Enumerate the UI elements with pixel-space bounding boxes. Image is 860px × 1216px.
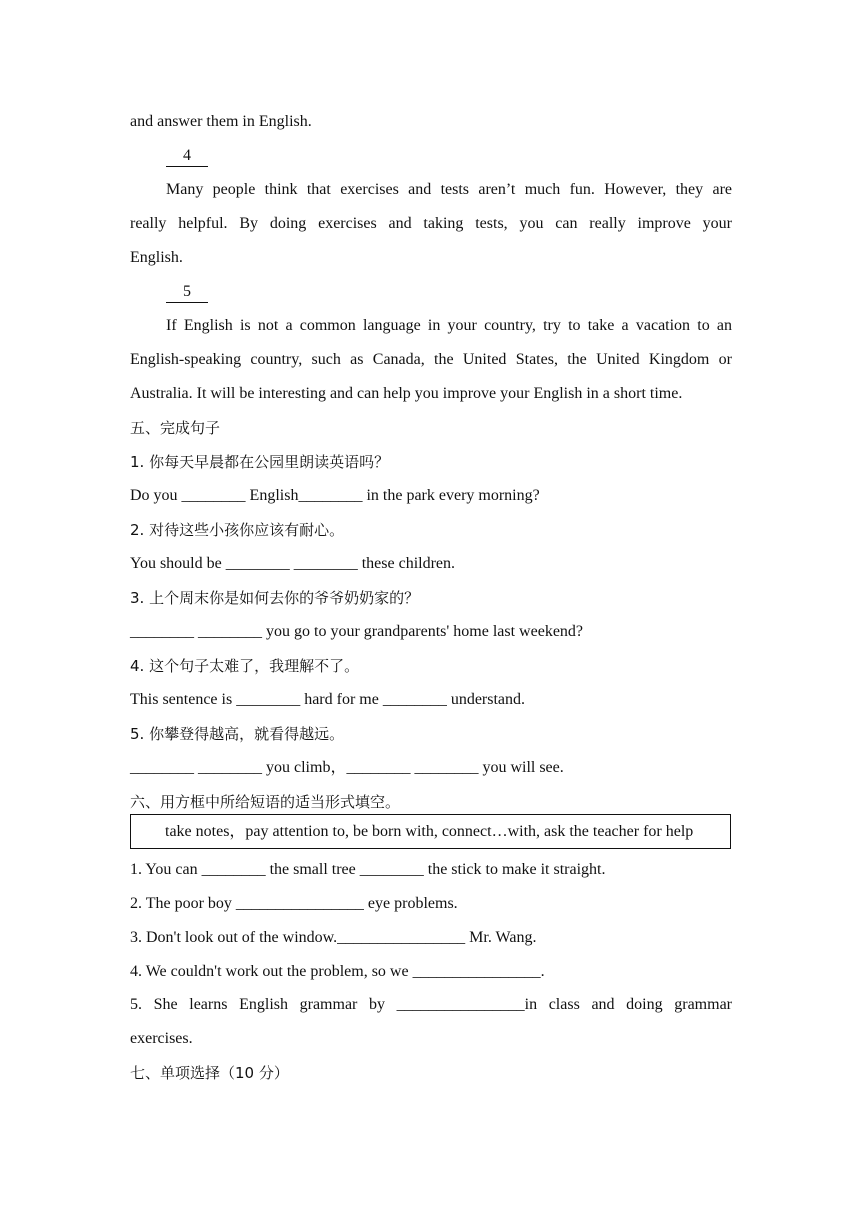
paragraph-line: and answer them in English. (130, 113, 312, 130)
phrase-box (130, 814, 731, 849)
question-chinese: 4. 这个句子太难了，我理解不了。 (130, 657, 360, 675)
section-heading: 五、完成句子 (130, 419, 221, 437)
paragraph-line: If English is not a common language in your country, try to take a vacation to an (166, 317, 732, 334)
blank-number-5: 5 (166, 282, 208, 303)
blank-number-4: 4 (166, 146, 208, 167)
question-english: ________ ________ you go to your grandparents' home last weekend? (130, 623, 584, 640)
fill-in-item: 5. She learns English grammar by ________________in class and doing grammar (130, 996, 732, 1013)
paragraph-line: English-speaking country, such as Canada, the United States, the United Kingdom or (130, 351, 732, 368)
paragraph-line: Many people think that exercises and tests aren’t much fun. However, they are (166, 181, 732, 198)
question-chinese: 3. 上个周末你是如何去你的爷爷奶奶家的？ (130, 589, 420, 607)
paragraph-line: Australia. It will be interesting and can help you improve your English in a short time. (130, 385, 683, 402)
question-chinese: 5. 你攀登得越高，就看得越远。 (130, 725, 345, 743)
paragraph-line: really helpful. By doing exercises and taking tests, you can really improve your (130, 215, 732, 232)
phrase-box-text: take notes，pay attention to, be born with, connect…with, ask the teacher for help (165, 823, 694, 840)
question-english: This sentence is ________ hard for me ________ understand. (130, 691, 526, 708)
fill-in-item: 4. We couldn't work out the problem, so we ________________. (130, 963, 545, 980)
paragraph-line: English. (130, 249, 183, 266)
section-heading: 六、用方框中所给短语的适当形式填空。 (130, 793, 401, 811)
question-chinese: 1. 你每天早晨都在公园里朗读英语吗？ (130, 453, 390, 471)
fill-in-item: 1. You can ________ the small tree ________ the stick to make it straight. (130, 861, 606, 878)
question-english: You should be ________ ________ these children. (130, 555, 456, 572)
fill-in-item: 2. The poor boy ________________ eye problems. (130, 895, 458, 912)
fill-in-item: 3. Don't look out of the window.________________ Mr. Wang. (130, 929, 537, 946)
question-english: Do you ________ English________ in the park every morning? (130, 487, 540, 504)
section-heading: 七、单项选择（10 分） (130, 1064, 289, 1082)
question-english: ________ ________ you climb，________ ________ you will see. (130, 759, 564, 776)
fill-in-item: exercises. (130, 1030, 193, 1047)
question-chinese: 2. 对待这些小孩你应该有耐心。 (130, 521, 345, 539)
